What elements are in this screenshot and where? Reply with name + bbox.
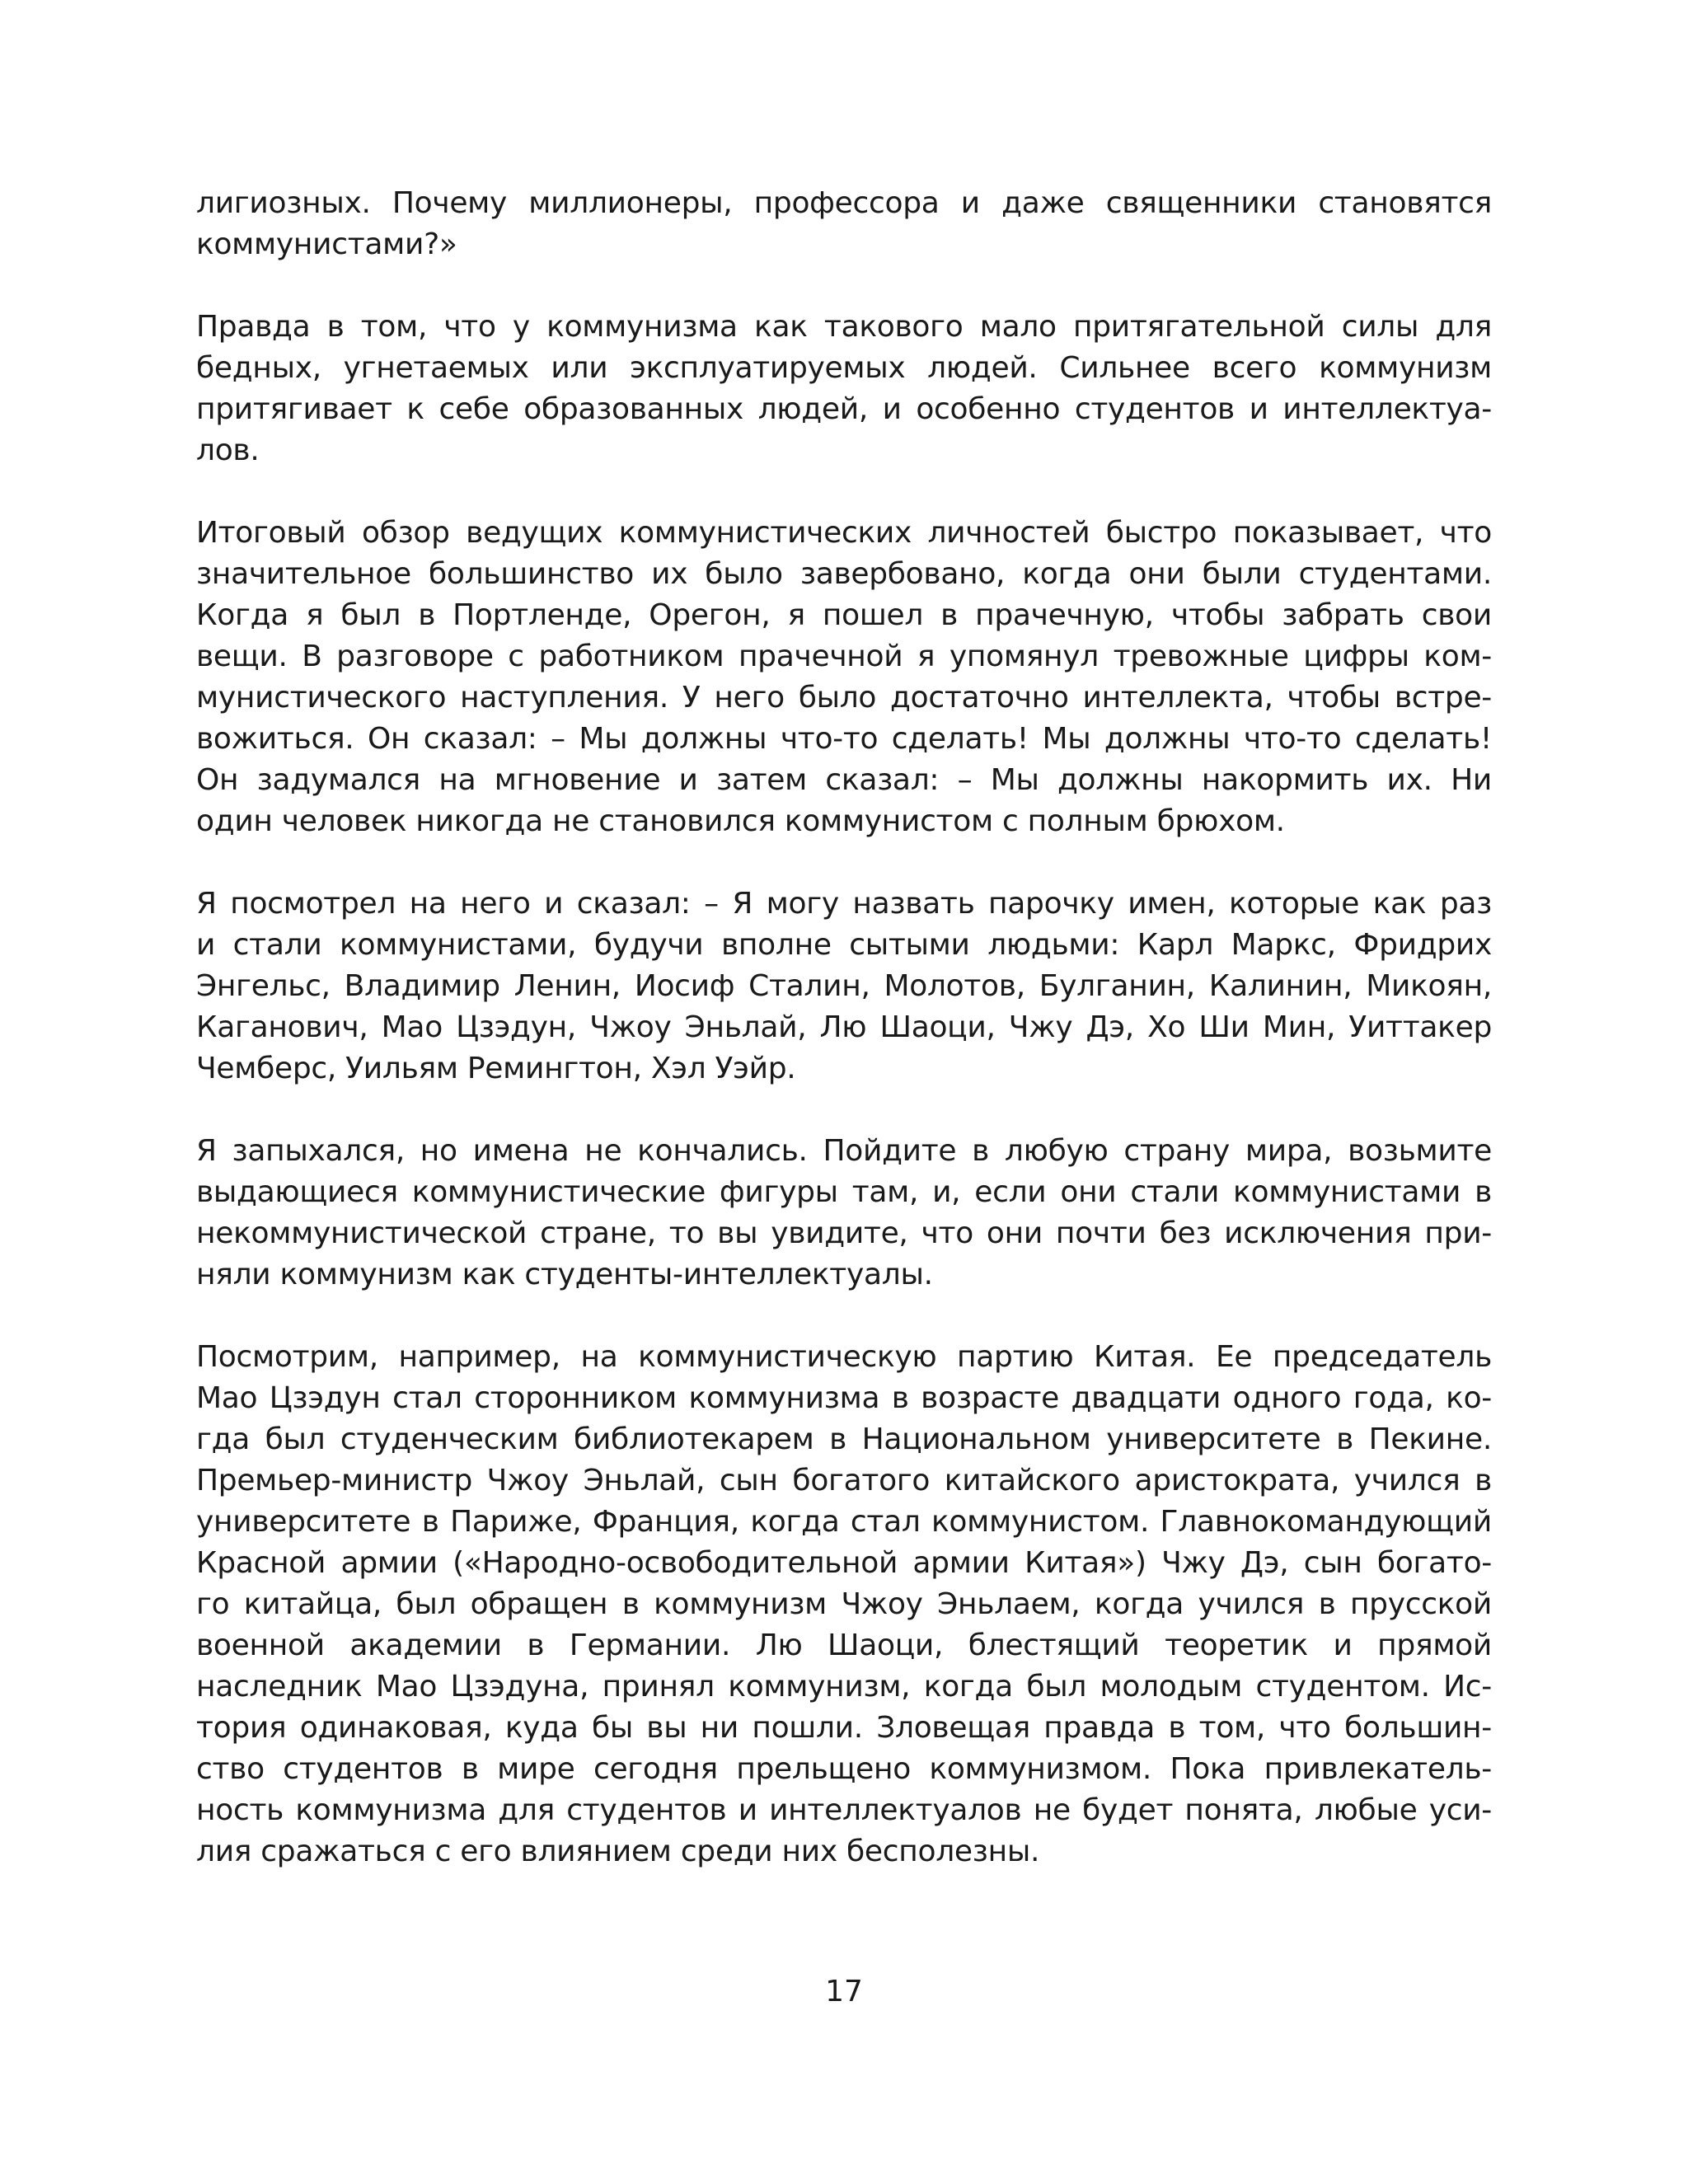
paragraph [196,883,1492,1090]
text-line: притягивает к себе образованных людей, и особенно студентов и интеллектуа- [196,392,1492,426]
text-line: Мао Цзэдун стал сторонником коммунизма в возрасте двадцати одного года, ко- [196,1381,1492,1415]
text-line: лия сражаться с его влиянием среди них бесполезны. [196,1835,1040,1868]
text-line: Посмотрим, например, на коммунистическую партию Китая. Ее председатель [196,1340,1492,1374]
text-line: лигиозных. Почему миллионеры, профессора и даже священники становятся [196,186,1492,220]
text-line: Итоговый обзор ведущих коммунистических личностей быстро показывает, что [196,516,1492,550]
text-line: гда был студенческим библиотекарем в Национальном университете в Пекине. [196,1422,1492,1456]
text-line: Он задумался на мгновение и затем сказал: – Мы должны накормить их. Ни [196,763,1492,797]
text-line: выдающиеся коммунистические фигуры там, и, если они стали коммунистами в [196,1175,1492,1209]
text-line: Красной армии («Народно-освободительной армии Китая») Чжу Дэ, сын богато- [196,1546,1492,1580]
text-line: Я посмотрел на него и сказал: – Я могу назвать парочку имен, которые как раз [196,887,1492,921]
body-text [196,183,1492,1872]
text-line: и стали коммунистами, будучи вполне сытыми людьми: Карл Маркс, Фридрих [196,928,1492,962]
text-line: мунистического наступления. У него было достаточно интеллекта, чтобы встре- [196,681,1492,715]
text-line: один человек никогда не становился коммунистом с полным брюхом. [196,804,1285,838]
text-line: го китайца, был обращен в коммунизм Чжоу Эньлаем, когда учился в прусской [196,1587,1492,1621]
text-line: вещи. В разговоре с работником прачечной я упомянул тревожные цифры ком- [196,640,1492,673]
text-line: значительное большинство их было завербовано, когда они были студентами. [196,557,1492,591]
paragraph [196,183,1492,265]
text-line: наследник Мао Цзэдуна, принял коммунизм, когда был молодым студентом. Ис- [196,1670,1492,1704]
paragraph [196,307,1492,471]
text-line: лов. [196,434,260,467]
text-line: Каганович, Мао Цзэдун, Чжоу Эньлай, Лю Шаоци, Чжу Дэ, Хо Ши Мин, Уиттакер [196,1010,1492,1044]
text-line: Когда я был в Портленде, Орегон, я пошел в прачечную, чтобы забрать свои [196,598,1492,632]
text-line: Я запыхался, но имена не кончались. Пойдите в любую страну мира, возьмите [196,1134,1492,1168]
text-line: Правда в том, что у коммунизма как такового мало притягательной силы для [196,310,1492,344]
text-line: Премьер-министр Чжоу Эньлай, сын богатого китайского аристократа, учился в [196,1464,1492,1497]
text-line: военной академии в Германии. Лю Шаоци, блестящий теоретик и прямой [196,1629,1492,1662]
text-line: Чемберс, Уильям Ремингтон, Хэл Уэйр. [196,1052,796,1085]
text-line: вожиться. Он сказал: – Мы должны что-то сделать! Мы должны что-то сделать! [196,722,1492,756]
text-line: няли коммунизм как студенты-интеллектуалы. [196,1258,933,1291]
text-line: тория одинаковая, куда бы вы ни пошли. Зловещая правда в том, что большин- [196,1711,1492,1745]
text-line: некоммунистической стране, то вы увидите, что они почти без исключения при- [196,1216,1492,1250]
text-line: ность коммунизма для студентов и интеллектуалов не будет понята, любые уси- [196,1793,1492,1827]
text-line: Энгельс, Владимир Ленин, Иосиф Сталин, Молотов, Булганин, Калинин, Микоян, [196,969,1492,1003]
text-line: университете в Париже, Франция, когда стал коммунистом. Главнокомандующий [196,1505,1492,1539]
paragraph [196,513,1492,842]
text-line: ство студентов в мире сегодня прельщено коммунизмом. Пока привлекатель- [196,1752,1492,1786]
text-line: бедных, угнетаемых или эксплуатируемых людей. Сильнее всего коммунизм [196,351,1492,385]
paragraph [196,1131,1492,1296]
paragraph [196,1337,1492,1872]
text-line: коммунистами?» [196,227,457,261]
page-number: 17 [825,1975,863,2008]
